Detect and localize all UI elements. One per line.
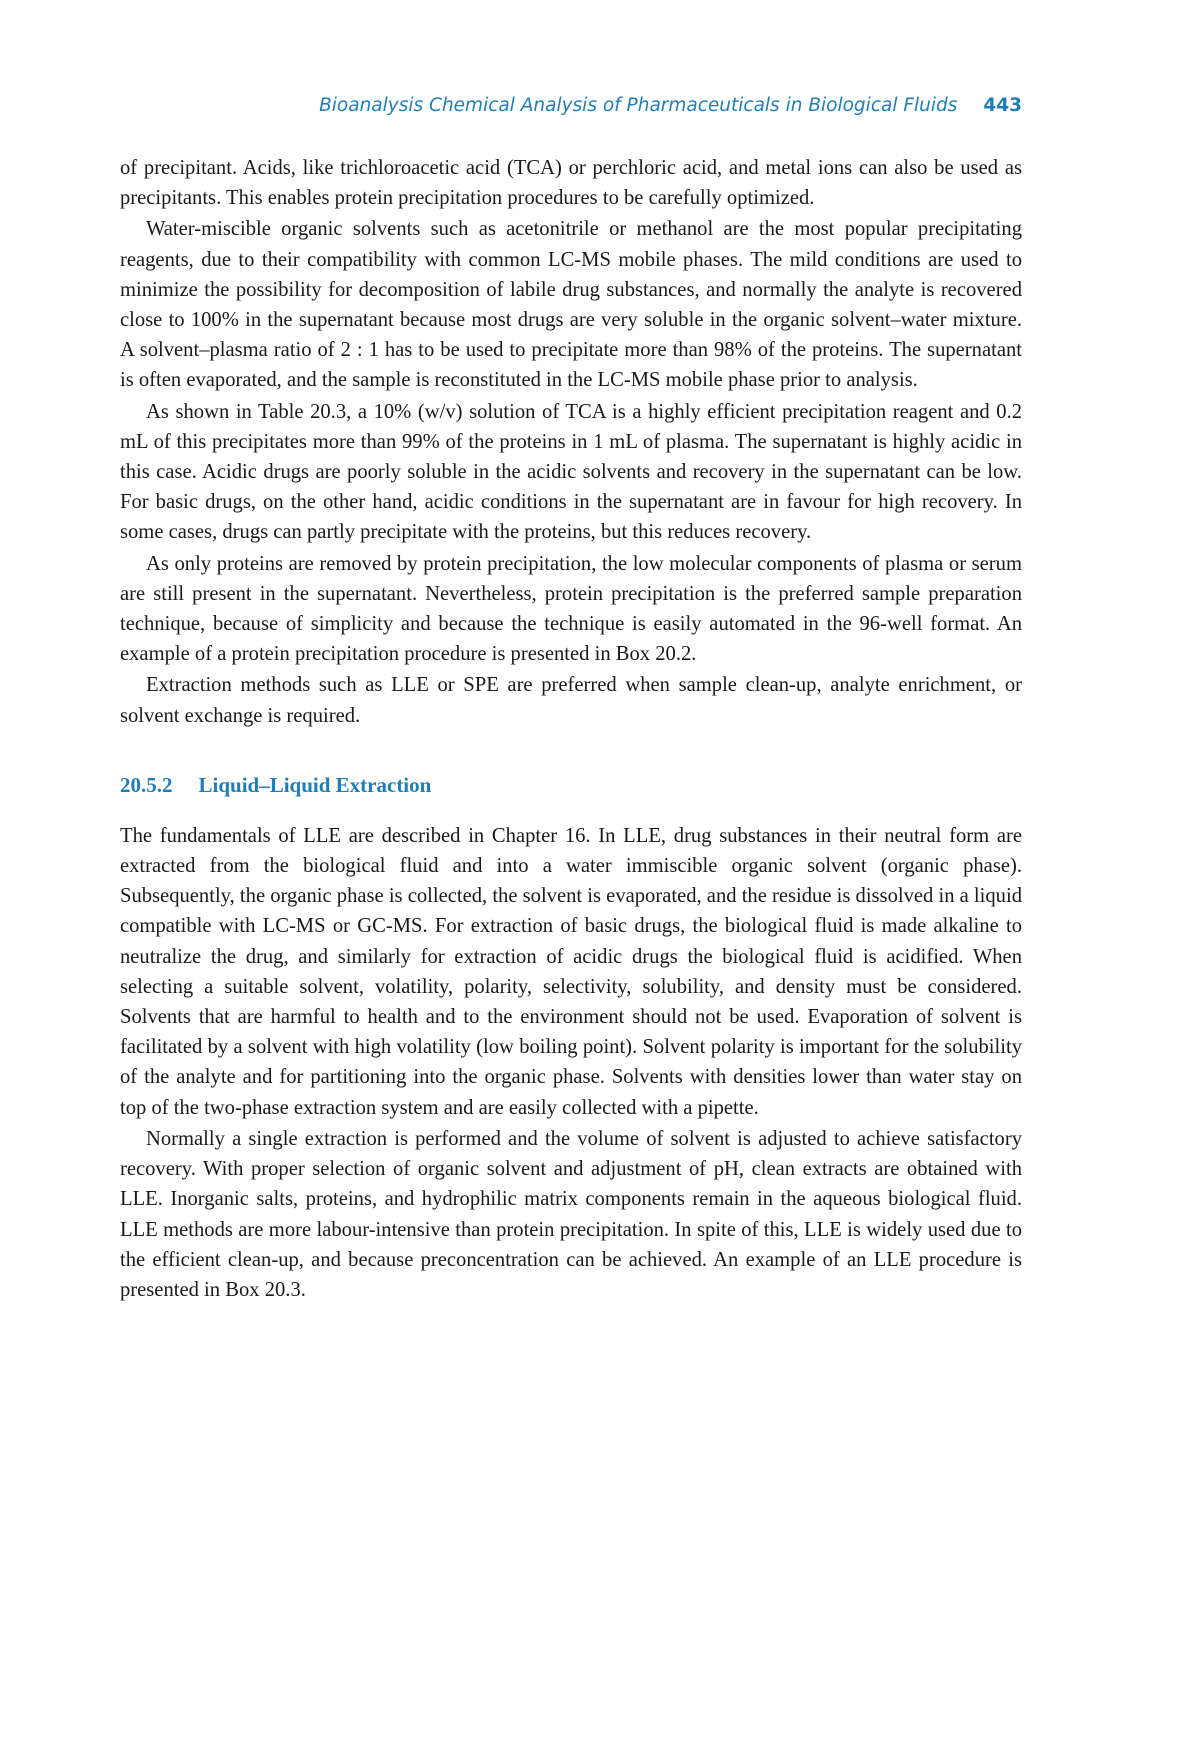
paragraph-organic-solvents: Water-miscible organic solvents such as acetonitrile or methanol are the most popular precipitating reagents, due to their compatibility with common LC-MS mobile phases. The mild conditions are used to minimize the possibility for decomposition of labile drug substances, and normally the analyte is recovered close to 100% in the supernatant because most drugs are very soluble in the organic solvent–water mixture. A solvent–plasma ratio of 2 : 1 has to be used to precipitate more than 98% of the proteins. The supernatant is often evaporated, and the sample is reconstituted in the LC-MS mobile phase prior to analysis. [120,218,1022,392]
running-title: Bioanalysis Chemical Analysis of Pharmaceuticals in Biological Fluids [319,95,958,116]
paragraph-lle-fundamentals: The fundamentals of LLE are described in Chapter 16. In LLE, drug substances in their neutral form are extracted from the biological fluid and into a water immiscible organic solvent (organic phase). Subsequently, the organic phase is collected, the solvent is evaporated, and the residue is dissolved in a liquid compatible with LC-MS or GC-MS. For extraction of basic drugs, the biological fluid is made alkaline to neutralize the drug, and similarly for extraction of acidic drugs the biological fluid is acidified. When selecting a suitable solvent, volatility, polarity, selectivity, solubility, and density must be considered. Solvents that are harmful to health and to the environment should not be used. Evaporation of solvent is facilitated by a solvent with high volatility (low boiling point). Solvent polarity is important for the solubility of the analyte and for partitioning into the organic phase. Solvents with densities lower than water stay on top of the two-phase extraction system and are easily collected with a pipette. [120,824,1022,1119]
paragraph-extraction-methods: Extraction methods such as LLE or SPE are preferred when sample clean-up, analyte enrichment, or solvent exchange is required. [120,674,1022,727]
running-head [120,95,1022,116]
body-text [120,153,1022,1306]
paragraph-tca: As shown in Table 20.3, a 10% (w/v) solution of TCA is a highly efficient precipitation reagent and 0.2 mL of this precipitates more than 99% of the proteins in 1 mL of plasma. The supernatant is highly acidic in this case. Acidic drugs are poorly soluble in the acidic solvents and recovery in the supernatant can be low. For basic drugs, on the other hand, acidic conditions in the supernatant are in favour for high recovery. In some cases, drugs can partly precipitate with the proteins, but this reduces recovery. [120,400,1022,544]
paragraph-low-molecular: As only proteins are removed by protein precipitation, the low molecular components of plasma or serum are still present in the supernatant. Nevertheless, protein precipitation is the preferred sample preparation technique, because of simplicity and because the technique is easily automated in the 96-well format. An example of a protein precipitation procedure is presented in Box 20.2. [120,552,1022,666]
paragraph-continued: of precipitant. Acids, like trichloroacetic acid (TCA) or perchloric acid, and metal ions can also be used as precipitants. This enables protein precipitation procedures to be carefully optimized. [120,157,1022,210]
section-number: 20.5.2 [120,772,173,797]
page-number: 443 [983,95,1022,116]
paragraph-lle-single-extraction: Normally a single extraction is performed and the volume of solvent is adjusted to achieve satisfactory recovery. With proper selection of organic solvent and adjustment of pH, clean extracts are obtained with LLE. Inorganic salts, proteins, and hydrophilic matrix components remain in the aqueous biological fluid. LLE methods are more labour-intensive than protein precipitation. In spite of this, LLE is widely used due to the efficient clean-up, and because preconcentration can be achieved. An example of an LLE procedure is presented in Box 20.3. [120,1127,1022,1301]
section-title: Liquid–Liquid Extraction [198,772,432,797]
section-heading [120,771,1022,799]
